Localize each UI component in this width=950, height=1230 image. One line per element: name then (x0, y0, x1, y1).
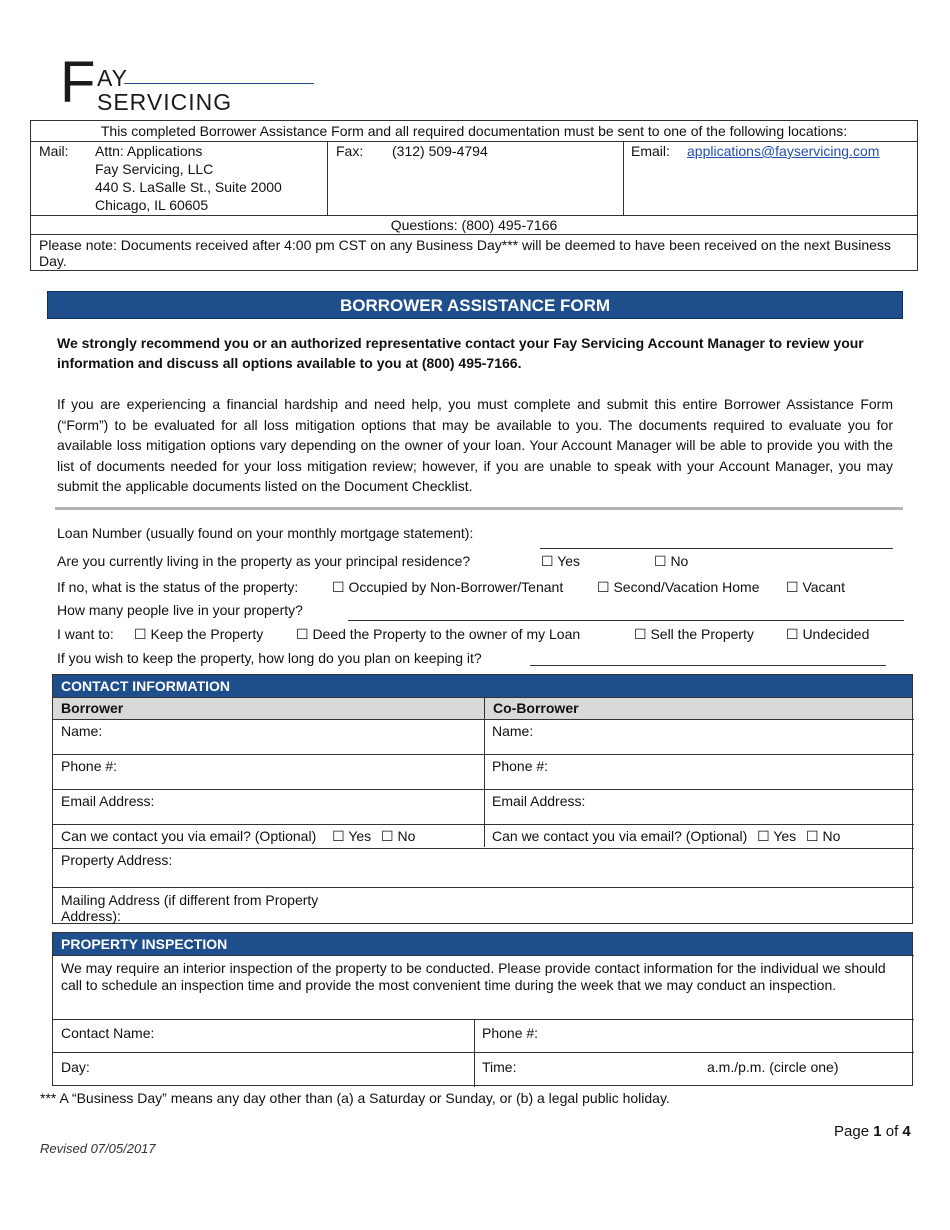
borrower-name-field[interactable] (53, 719, 484, 754)
borrower-phone-label: Phone #: (61, 758, 118, 774)
logo-letter-f: F (60, 50, 96, 115)
mail-label: Mail: (39, 143, 69, 159)
mail-line: Attn: Applications (95, 143, 203, 159)
status-vacant-checkbox[interactable]: ☐ Vacant (786, 579, 845, 595)
borrower-header-row (53, 697, 912, 719)
section-divider (55, 507, 903, 510)
business-day-footnote: *** A “Business Day” means any day other than (a) a Saturday or Sunday, or (b) a legal public holiday. (40, 1090, 670, 1106)
coborrower-email-consent-row (484, 824, 914, 848)
questions-phone: Questions: (800) 495-7166 (31, 216, 917, 235)
borrower-email-consent-row (53, 824, 484, 848)
contact-name-label: Contact Name: (61, 1025, 155, 1041)
ampm-label: a.m./p.m. (circle one) (707, 1059, 839, 1075)
mail-line: 440 S. LaSalle St., Suite 2000 (95, 179, 282, 195)
email-link[interactable]: applications@fayservicing.com (687, 143, 880, 159)
mailing-address-field[interactable] (53, 887, 914, 924)
time-label: Time: (482, 1059, 517, 1075)
borrower-email-consent-label: Can we contact you via email? (Optional) (61, 828, 317, 844)
logo-text-ay: AY (97, 65, 128, 91)
coborrower-name-field[interactable] (484, 719, 914, 754)
residence-yes-checkbox[interactable]: ☐ Yes (541, 553, 581, 569)
people-count-label: How many people live in your property? (57, 602, 303, 618)
page-of: of (885, 1123, 899, 1140)
status-occupied-checkbox[interactable]: ☐ Occupied by Non-Borrower/Tenant (332, 579, 564, 595)
contact-section-header: CONTACT INFORMATION (53, 675, 912, 697)
principal-residence-question: Are you currently living in the property as your principal residence? (57, 553, 471, 569)
borrower-name-label: Name: (61, 723, 103, 739)
keep-duration-label: If you wish to keep the property, how long do you plan on keeping it? (57, 650, 482, 666)
contact-information-table (52, 674, 913, 924)
inspection-contact-name-field[interactable] (53, 1019, 474, 1052)
submission-info-box (30, 120, 918, 271)
fay-servicing-logo (60, 50, 260, 115)
mailing-address-label: Mailing Address (if different from Property Address): (61, 892, 319, 924)
inspection-time-field[interactable] (474, 1052, 914, 1086)
keep-duration-field[interactable] (530, 665, 886, 666)
borrower-email-no-checkbox[interactable]: ☐ No (381, 828, 416, 844)
property-status-label: If no, what is the status of the property: (57, 579, 299, 595)
borrower-email-field[interactable] (53, 789, 484, 824)
recommendation-text: We strongly recommend you or an authorized representative contact your Fay Servicing Account Manager to review your information and discuss all options available to you at (800) 495-7166. (57, 335, 864, 371)
inspection-text: We may require an interior inspection of the property to be conducted. Please provide contact information for the individual we should call to schedule an inspection time and provide the most convenient time during the week that we may conduct an inspection. (61, 960, 886, 993)
business-day-note: Please note: Documents received after 4:00 pm CST on any Business Day*** will be deemed to have been received on the next Business Day. (39, 237, 891, 269)
coborrower-phone-label: Phone #: (492, 758, 549, 774)
intro-paragraph: If you are experiencing a financial hardship and need help, you must complete and submit this entire Borrower Assistance Form (“Form”) to be evaluated for all loss mitigation options that may be available to you. The documents required to evaluate you for available loss mitigation options vary depending on the owner of your loan. Your Account Manager will be able to provide you with the list of documents needed for your loss mitigation review; however, if you are unable to speak with your Account Manager, you may submit the applicable documents listed on the Document Checklist. (57, 396, 893, 494)
status-second-home-checkbox[interactable]: ☐ Second/Vacation Home (597, 579, 760, 595)
coborrower-email-yes-checkbox[interactable]: ☐ Yes (757, 828, 797, 844)
coborrower-name-label: Name: (492, 723, 534, 739)
borrower-email-yes-checkbox[interactable]: ☐ Yes (332, 828, 372, 844)
submission-intro: This completed Borrower Assistance Form and all required documentation must be sent to one of the following locations: (31, 121, 917, 142)
borrower-phone-field[interactable] (53, 754, 484, 789)
keep-property-checkbox[interactable]: ☐ Keep the Property (134, 626, 264, 642)
fax-label: Fax: (336, 143, 364, 159)
people-count-field[interactable] (348, 620, 904, 621)
day-label: Day: (61, 1059, 90, 1075)
page-prefix: Page (834, 1123, 870, 1140)
inspection-section-header: PROPERTY INSPECTION (53, 933, 912, 955)
coborrower-email-label: Email Address: (492, 793, 586, 809)
inspection-phone-field[interactable] (474, 1019, 914, 1052)
property-address-field[interactable] (53, 848, 914, 887)
sell-property-checkbox[interactable]: ☐ Sell the Property (634, 626, 754, 642)
loan-number-label: Loan Number (usually found on your monthly mortgage statement): (57, 525, 474, 541)
intent-label: I want to: (57, 626, 114, 642)
logo-text-servicing: SERVICING (97, 89, 233, 115)
mail-line: Fay Servicing, LLC (95, 161, 214, 177)
deed-property-checkbox[interactable]: ☐ Deed the Property to the owner of my Loan (296, 626, 581, 642)
revised-date: Revised 07/05/2017 (40, 1141, 156, 1156)
undecided-checkbox[interactable]: ☐ Undecided (786, 626, 870, 642)
coborrower-header: Co-Borrower (493, 700, 579, 716)
residence-no-checkbox[interactable]: ☐ No (654, 553, 689, 569)
borrower-header: Borrower (61, 700, 124, 716)
logo-rule (124, 83, 314, 84)
loan-number-field[interactable] (540, 548, 893, 549)
mail-line: Chicago, IL 60605 (95, 197, 209, 213)
coborrower-email-consent-label: Can we contact you via email? (Optional) (492, 828, 748, 844)
page-total: 4 (902, 1123, 911, 1140)
property-address-label: Property Address: (61, 852, 173, 868)
inspection-description (53, 955, 914, 1019)
borrower-email-label: Email Address: (61, 793, 155, 809)
property-inspection-table (52, 932, 913, 1086)
email-label: Email: (631, 143, 670, 159)
mail-address (95, 142, 325, 215)
inspection-day-field[interactable] (53, 1052, 474, 1086)
inspection-phone-label: Phone #: (482, 1025, 539, 1041)
form-title: BORROWER ASSISTANCE FORM (47, 291, 903, 319)
page-current: 1 (873, 1123, 882, 1140)
fax-number: (312) 509-4794 (392, 143, 488, 159)
coborrower-phone-field[interactable] (484, 754, 914, 789)
coborrower-email-no-checkbox[interactable]: ☐ No (806, 828, 841, 844)
coborrower-email-field[interactable] (484, 789, 914, 824)
page-number (834, 1123, 911, 1140)
